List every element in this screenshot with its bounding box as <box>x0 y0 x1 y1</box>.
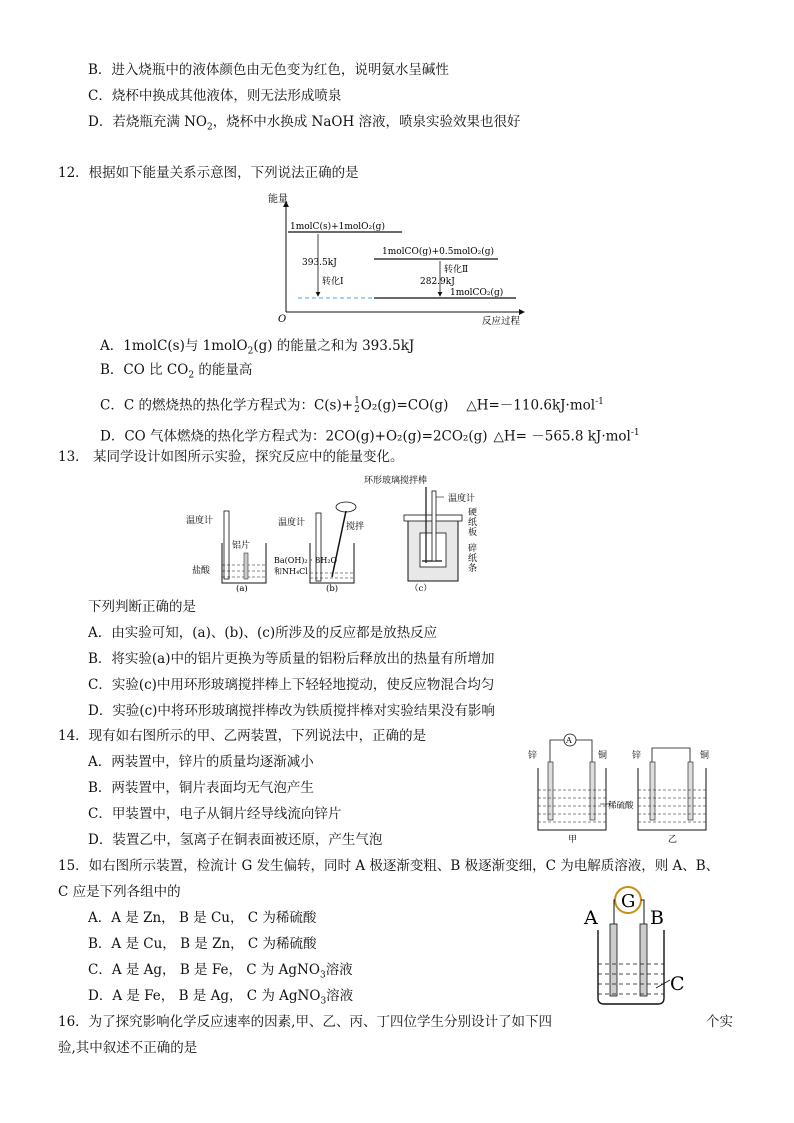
al-label: 铝片 <box>232 541 251 551</box>
acid-a-label: 盐酸 <box>192 566 211 576</box>
zinc-label-jia: 锌 <box>528 751 538 761</box>
energy2-label: 282.9kJ <box>420 277 455 287</box>
svg-text:纸: 纸 <box>468 554 478 564</box>
q15-option-d: D．A 是 Fe， B 是 Ag， C 为 AgNO$_3$溶液 <box>88 988 354 1007</box>
zinc-electrode-yi <box>650 762 655 820</box>
q12-option-b: B．CO 比 $CO_2$ 的能量高 <box>100 362 253 381</box>
q12-option-a: A．1molC(s)与 1molO$_2$(g) 的能量之和为 393.5kJ <box>100 338 415 357</box>
copper-label-jia: 铜 <box>598 751 608 761</box>
q14-option-a: A．两装置中，锌片的质量均逐渐减小 <box>88 754 314 770</box>
aluminium-strip <box>244 553 248 579</box>
stir-label: 搅拌 <box>346 522 365 532</box>
beaker-15 <box>598 930 664 1004</box>
level-c-o2-label: 1molC(s)+1molO₂(g) <box>290 222 385 232</box>
caption-b: (b) <box>326 584 339 594</box>
electrode-a-label: A <box>584 907 598 929</box>
q14-option-c: C．甲装置中，电子从铜片经导线流向锌片 <box>88 806 342 822</box>
thermometer-b-label: 温度计 <box>278 518 306 528</box>
q11-option-d: D．若烧瓶充满 $NO_2$，烧杯中水换成 NaOH 溶液，喷泉实验效果也很好 <box>88 114 521 133</box>
thermometer-a-label: 温度计 <box>186 516 214 526</box>
energy-diagram <box>262 192 530 328</box>
zinc-label-yi: 锌 <box>632 751 642 761</box>
q12-stem: 12．根据如下能量关系示意图，下列说法正确的是 <box>58 165 359 181</box>
q11-option-c: C．烧杯中换成其他液体，则无法形成喷泉 <box>88 88 342 104</box>
svg-text:碎: 碎 <box>468 544 478 554</box>
reagent-b-line1: Ba(OH)₂ · 8H₂O <box>274 556 338 565</box>
copper-label-yi: 铜 <box>700 751 710 761</box>
svg-text:板: 板 <box>468 528 478 538</box>
zinc-electrode-jia <box>548 762 553 820</box>
svg-text:条: 条 <box>468 564 478 574</box>
q15-stem-line1: 15．如右图所示装置，检流计 G 发生偏转，同时 A 极逐渐变粗、B 极逐渐变细，C 为电解质溶液，则 A、B、 <box>58 858 720 874</box>
q13-option-a: A．由实验可知，(a)、(b)、(c)所涉及的反应都是放热反应 <box>88 625 438 641</box>
svg-text:G: G <box>621 891 636 912</box>
energy-axis-label: 能量 <box>268 194 288 205</box>
beaker-yi <box>638 768 706 830</box>
q14-stem: 14．现有如右图所示的甲、乙两装置，下列说法中，正确的是 <box>58 728 427 744</box>
step1-label: 转化Ⅰ <box>322 277 344 287</box>
svg-text:硬: 硬 <box>468 508 478 518</box>
thermometer-c <box>432 491 436 561</box>
q14-option-b: B．两装置中，铜片表面均无气泡产生 <box>88 780 314 796</box>
cell-yi-label: 乙 <box>668 835 678 844</box>
step2-label: 转化Ⅱ <box>444 265 469 275</box>
stirrer-c-label: 环形玻璃搅拌棒 <box>364 476 428 486</box>
q16-stem-line2: 验,其中叙述不正确的是 <box>58 1040 198 1056</box>
caption-c: （c） <box>410 584 432 594</box>
electrode-b-label: B <box>650 907 664 929</box>
q16-stem-line1-end: 个实 <box>706 1014 733 1030</box>
q12-option-c: C．C 的燃烧热的热化学方程式为：C(s)+ 1 2 O₂(g)=CO(g) △H=－110.6kJ·mol$^{-1}$ <box>100 396 604 415</box>
galvanometer-cell-diagram <box>578 880 698 1010</box>
q13-option-b: B．将实验(a)中的铝片更换为等质量的铝粉后释放出的热量有所增加 <box>88 651 495 667</box>
q15-option-b: B．A 是 Cu， B 是 Zn， C 为稀硫酸 <box>88 936 317 952</box>
stirring-ring <box>336 502 356 512</box>
q15-stem-line2: C 应是下列各组中的 <box>58 884 181 900</box>
reagent-b-line2: 和NH₄Cl <box>274 567 308 576</box>
q16-stem-line1: 16．为了探究影响化学反应速率的因素,甲、乙、丙、丁四位学生分别设计了如下四 <box>58 1014 552 1030</box>
process-axis-label: 反应过程 <box>482 316 521 327</box>
q15-option-c: C．A 是 Ag， B 是 Fe， C 为 AgNO$_3$溶液 <box>88 962 353 981</box>
copper-electrode-yi <box>688 762 693 820</box>
energy1-label: 393.5kJ <box>302 258 337 268</box>
svg-text:纸: 纸 <box>468 518 478 528</box>
origin-label: O <box>278 314 287 325</box>
electrode-a <box>610 924 617 996</box>
electrolyte-c-label: C <box>670 973 685 995</box>
thermometer-c-label: 温度计 <box>448 494 476 504</box>
acid-label: 稀硫酸 <box>608 801 634 811</box>
level-co-label: 1molCO(g)+0.5molO₂(g) <box>382 247 495 257</box>
q13-option-c: C．实验(c)中用环形玻璃搅拌棒上下轻轻地搅动，使反应物混合均匀 <box>88 677 495 693</box>
galvanic-cells-diagram <box>520 728 738 844</box>
cell-jia-label: 甲 <box>568 835 578 844</box>
electrode-b <box>640 924 647 996</box>
caption-a: (a) <box>236 584 248 594</box>
q13-option-d: D．实验(c)中将环形玻璃搅拌棒改为铁质搅拌棒对实验结果没有影响 <box>88 703 495 719</box>
svg-text:A: A <box>566 736 572 745</box>
thermometer-a <box>224 511 229 579</box>
level-co2-label: 1molCO₂(g) <box>450 288 504 298</box>
q13-stem: 13． 某同学设计如图所示实验，探究反应中的能量变化。 <box>58 449 404 465</box>
q12-option-d: D．CO 气体燃烧的热化学方程式为：2CO(g)+O₂(g)=2CO₂(g) △H= －565.8 kJ·mol$^{-1}$ <box>100 428 640 445</box>
thermometer-b <box>316 513 321 581</box>
q11-option-b: B．进入烧瓶中的液体颜色由无色变为红色，说明氨水呈碱性 <box>88 62 449 78</box>
q13-sub-stem: 下列判断正确的是 <box>88 599 196 615</box>
q15-option-a: A．A 是 Zn， B 是 Cu， C 为稀硫酸 <box>88 910 317 926</box>
copper-electrode-jia <box>590 762 595 820</box>
stirring-rod-b <box>332 511 346 577</box>
q14-option-d: D．装置乙中，氢离子在铜表面被还原，产生气泡 <box>88 832 383 848</box>
calorimetry-diagram <box>186 473 506 595</box>
